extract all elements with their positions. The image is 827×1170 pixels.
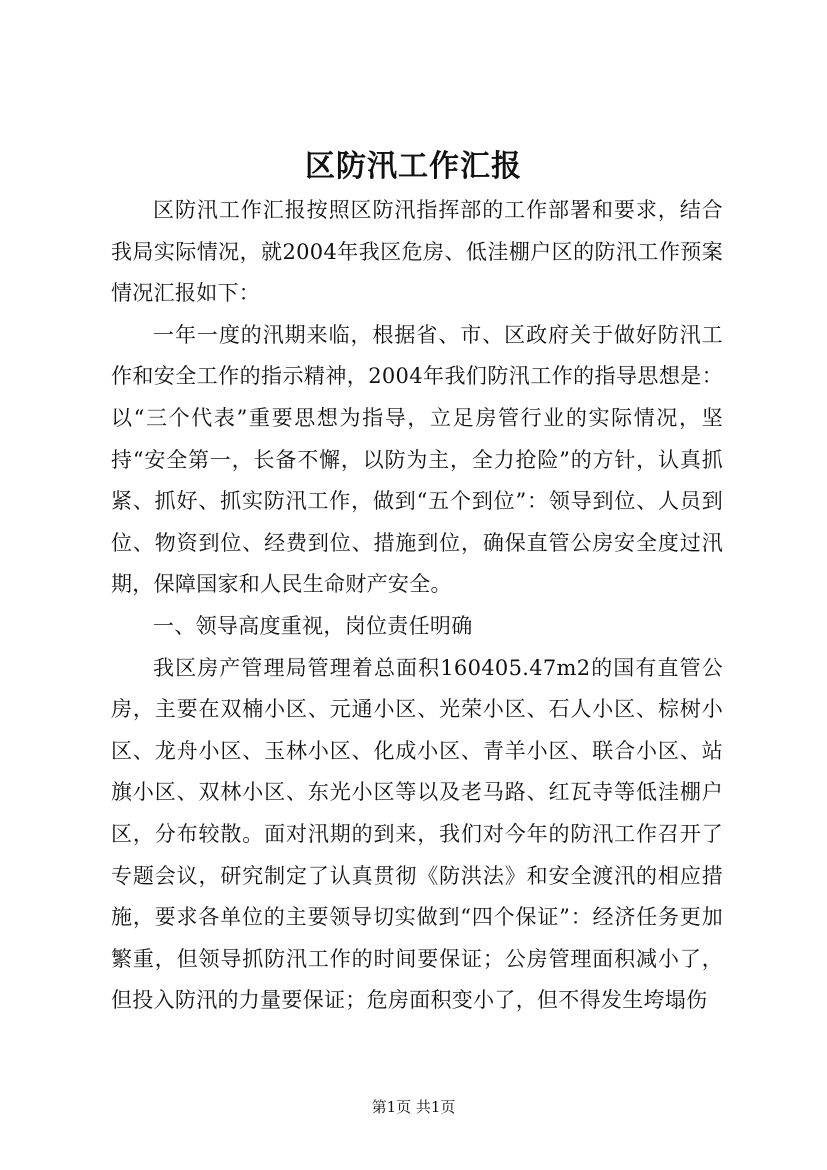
document-body xyxy=(111,190,723,1022)
document-title: 区防汛工作汇报 xyxy=(305,149,522,184)
paragraph-housing-management: 我区房产管理局管理着总面积160405.47m2的国有直管公房，主要在双楠小区、元通小区、光荣小区、石人小区、棕树小区、龙舟小区、玉林小区、化成小区、青羊小区、联合小区、站旗小区、双林小区、东光小区等以及老马路、红瓦寺等低洼棚户区，分布较散。面对汛期的到来，我们对今年的防汛工作召开了专题会议，研究制定了认真贯彻《防洪法》和安全渡汛的相应措施，要求各单位的主要领导切实做到“四个保证”：经济任务更加繁重，但领导抓防汛工作的时间要保证；公房管理面积减小了，但投入防汛的力量要保证；危房面积变小了，但不得发生垮塌伤 xyxy=(111,655,723,1013)
section-heading-1: 一、领导高度重视，岗位责任明确 xyxy=(153,613,473,638)
page-footer: 第1页 共1页 xyxy=(371,1098,456,1116)
paragraph-guiding-principle: 一年一度的汛期来临，根据省、市、区政府关于做好防汛工作和安全工作的指示精神，2004年我们防汛工作的指导思想是：以“三个代表”重要思想为指导，立足房管行业的实际情况，坚持“安全第一，长备不懈，以防为主，全力抢险”的方针，认真抓紧、抓好、抓实防汛工作，做到“五个到位”：领导到位、人员到位、物资到位、经费到位、措施到位，确保直管公房安全度过汛期，保障国家和人民生命财产安全。 xyxy=(111,322,723,597)
paragraph-intro: 区防汛工作汇报按照区防汛指挥部的工作部署和要求，结合我局实际情况，就2004年我区危房、低洼棚户区的防汛工作预案情况汇报如下： xyxy=(111,198,723,306)
